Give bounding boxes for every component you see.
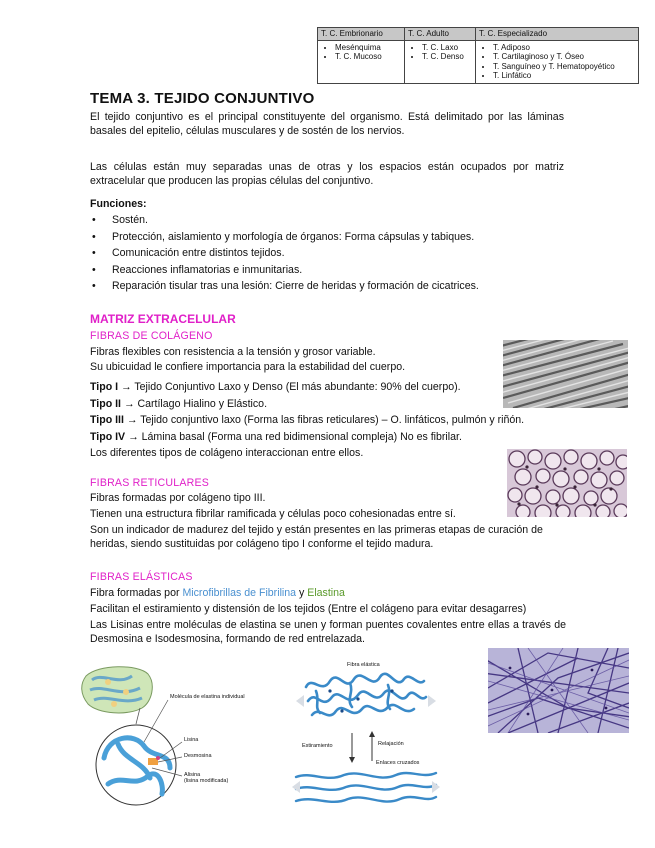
list-item: • Reparación tisular tras una lesión: Cierre de heridas y formación de cicatrices. (90, 280, 570, 294)
elastic-fibers-micrograph (488, 648, 629, 733)
funciones-heading: Funciones: (90, 198, 147, 210)
label-desmosina: Desmosina (184, 753, 212, 759)
tipo-label: Tipo I (90, 381, 119, 393)
reticulares-line-1: Fibras formadas por colágeno tipo III. (90, 492, 266, 504)
tipo-line (90, 381, 570, 395)
tipo-label: Tipo IV (90, 430, 126, 443)
list-item: • T. Linfático (493, 71, 635, 81)
tipo-text: → Cartílago Hialino y Elástico. (121, 397, 268, 410)
colageno-heading: FIBRAS DE COLÁGENO (90, 330, 213, 342)
fibrilina-term: Microfibrillas de Fibrilina (182, 587, 297, 599)
elasticas-heading: FIBRAS ELÁSTICAS (90, 571, 193, 583)
list-item: • T. C. Laxo (422, 43, 472, 53)
table-header: T. C. Embrionario (318, 28, 405, 41)
tipo-line (90, 431, 570, 445)
page-title: TEMA 3. TEJIDO CONJUNTIVO (90, 90, 315, 107)
reticulares-heading: FIBRAS RETICULARES (90, 477, 209, 489)
text-fragment: y (296, 587, 308, 599)
elasticas-line-1 (90, 587, 345, 601)
label-relajacion: Relajación (378, 741, 404, 747)
table-cell (405, 40, 476, 83)
matriz-heading: MATRIZ EXTRACELULAR (90, 312, 236, 326)
reticular-micrograph (507, 449, 627, 517)
intro-paragraph-2: Las células están muy separadas unas de otras y los espacios están ocupados por matriz extracelular que producen las propias células del conjuntivo. (90, 161, 564, 187)
reticulares-line-3: Son un indicador de madurez del tejido y están presentes en las primeras etapas de curación de heridas, siendo sustituidas por colágeno tipo I conforme el tejido madura. (90, 524, 543, 550)
funciones-list (90, 214, 570, 297)
colageno-line-2: Su ubicuidad le confiere importancia para la estabilidad del cuerpo. (90, 361, 406, 373)
elasticas-line-2: Facilitan el estiramiento y distensión de los tejidos (Entre el colágeno para evitar desagarres) (90, 603, 527, 615)
elastin-molecule-diagram (78, 662, 278, 812)
list-item: • Mesénquima (335, 43, 401, 53)
label-fibra: Fibra elástica (347, 662, 380, 668)
tipo-line (90, 398, 570, 412)
tipo-label: Tipo II (90, 397, 121, 410)
text-fragment: Fibra formadas por (90, 587, 183, 599)
label-enlaces: Enlaces cruzados (376, 760, 420, 766)
label-estiramiento: Estiramiento (302, 743, 333, 749)
tipo-text: → Tejido Conjuntivo Laxo y Denso (El más abundante: 90% del cuerpo). (118, 381, 461, 393)
list-item: • T. Adiposo (493, 43, 635, 53)
colageno-line-1: Fibras flexibles con resistencia a la tensión y grosor variable. (90, 346, 376, 358)
collagen-micrograph (503, 340, 628, 408)
list-item: • T. Sanguíneo y T. Hematopoyético (493, 62, 635, 72)
elasticas-line-3: Las Lisinas entre moléculas de elastina se unen y forman puentes covalentes entre ellas a través de Desmosina e Isodesmosina, formando de red entrelazada. (90, 619, 566, 645)
label-alisina-note: (lisina modificada) (184, 778, 229, 784)
tipo-text: → Tejido conjuntivo laxo (Forma las fibras reticulares) – O. linfáticos, pulmón y riñón. (123, 414, 525, 426)
elastic-fiber-stretch-diagram (292, 661, 440, 809)
label-molecula: Molécula de elastina individual (170, 694, 245, 700)
label-alisina: Alisina (184, 772, 201, 778)
list-item: • Sostén. (90, 214, 570, 228)
tipo-text: → Lámina basal (Forma una red bidimensional compleja) No es fibrilar. (125, 430, 462, 443)
table-cell (318, 40, 405, 83)
list-item: • Reacciones inflamatorias e inmunitarias. (90, 264, 570, 278)
table-header: T. C. Adulto (405, 28, 476, 41)
colageno-tipos (90, 381, 570, 447)
list-item: • T. C. Mucoso (335, 52, 401, 62)
list-item: • Comunicación entre distintos tejidos. (90, 247, 570, 261)
table-cell (476, 40, 639, 83)
table-header: T. C. Especializado (476, 28, 639, 41)
intro-paragraph-1: El tejido conjuntivo es el principal constituyente del organismo. Está delimitado por las láminas basales del epitelio, células musculares y de sostén de los nervios. (90, 111, 564, 137)
tipo-line (90, 414, 570, 428)
tipo-label: Tipo III (90, 414, 124, 426)
list-item: • Protección, aislamiento y morfología de órganos: Forma cápsulas y tabiques. (90, 231, 570, 245)
list-item: • T. C. Denso (422, 52, 472, 62)
label-lisina: Lisina (184, 737, 199, 743)
elastina-term: Elastina (307, 587, 345, 599)
list-item: • T. Cartilaginoso y T. Óseo (493, 52, 635, 62)
classification-table (317, 27, 639, 84)
reticulares-line-2: Tienen una estructura fibrilar ramificada y células poco cohesionadas entre sí. (90, 508, 456, 520)
colageno-line-3: Los diferentes tipos de colágeno interaccionan entre ellos. (90, 447, 364, 459)
